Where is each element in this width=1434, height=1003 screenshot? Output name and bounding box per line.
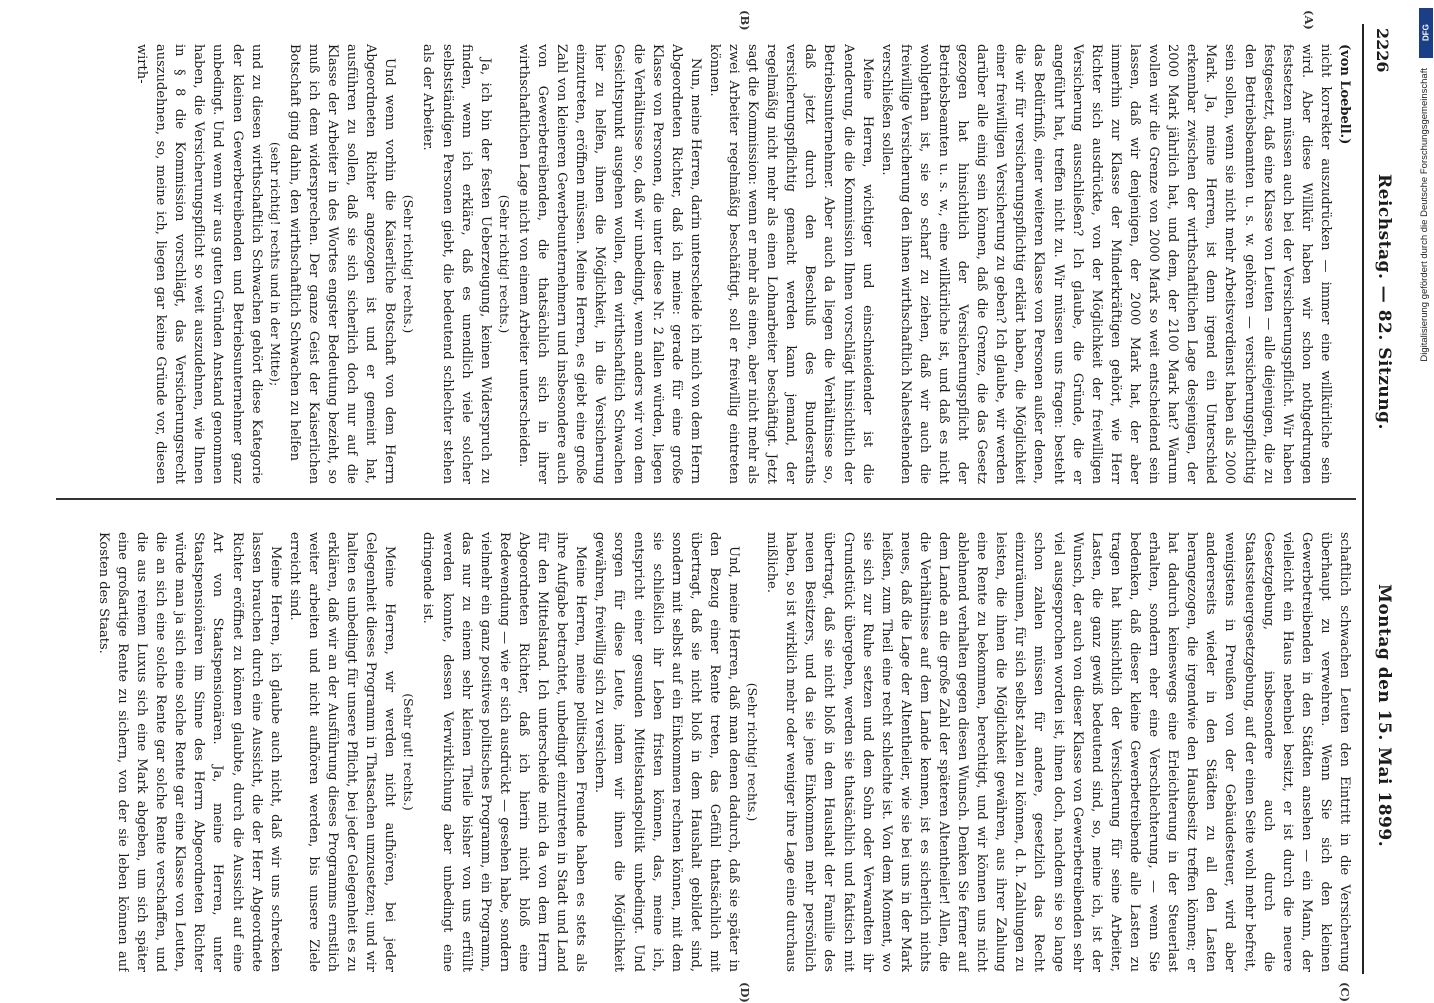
margin-marker-c: (C): [1338, 982, 1352, 1003]
right-column: [54, 532, 1354, 972]
margin-marker-a: (A): [1302, 10, 1316, 30]
paragraph: Ja, ich bin der festen Ueberzeugung, keinen Widerspruch zu finden, wenn ich erkläre, daß es unendlich viele solcher selbstständigen Personen giebt, die bedeutend schlechter stehen als der Arbeiter.: [420, 44, 493, 484]
paragraph: nicht korrekter auszudrücken — immer eine willkürliche sein wird. Aber diese Willkür haben wir schon nothgedrungen festsetzen müssen auch bei der Versicherungspflicht. Wir haben festgesetzt, daß eine Klasse von Leuten — alle diejenigen, die zu den Betriebsbeamten u. s. w. gehören — versicherungspflichtig sein sollen, wenn sie nicht mehr Arbeitsverdienst haben als 2000 Mark. Ja, meine Herren, ist denn irgend ein Unterschied erkennbar zwischen der wirthschaftlichen Lage desjenigen, der 2000 Mark jährlich hat, und dem, der 2100 Mark hat? Warum wollen wir die Grenze von 2000 Mark so weit entscheidend sein lassen, daß wir denjenigen, der 2000 Mark hat, der aber immerhin zur Klasse der Minderkräftigen gehört, wie Herr Richter sich ausdrückte, von der Möglichkeit der freiwilligen Versicherung ausschließen? Ich glaube, die Gründe, die er angeführt hat, treffen nicht zu. Wir müssen uns fragen: besteht das Bedürfniß, einer weiteren Klasse von Personen außer denen, die wir für versicherungspflichtig erklärt haben, die Möglichkeit einer freiwilligen Versicherung zu geben? Ich glaube, wir werden darüber alle einig sein können, daß die Grenze, die das Gesetz gezogen hat hinsichtlich der Versicherungspflicht der Betriebsbeamten u. s. w., eine willkürliche ist, und daß es nicht wohlgethan ist, sie so scharf zu ziehen, daß wir auch die freiwillige Versicherung den ihnen wirthschaftlich Nahestehenden verschließen sollen.: [878, 44, 1333, 484]
session-date: Montag den 15. Mai 1899.: [1374, 584, 1394, 848]
reaction: (Sehr richtig! rechts.): [401, 194, 417, 334]
session-title: Reichstag. — 82. Sitzung.: [1374, 174, 1394, 430]
digitization-credit: Digitalisierung gefördert durch die Deutsche Forschungsgemeinschaft: [1419, 68, 1430, 362]
speaker-name: (von Loebell.): [1337, 44, 1352, 145]
margin-marker-d: (D): [738, 982, 752, 1003]
paragraph: Meine Herren, wir werden nicht aufhören, bei jeder Gelegenheit dieses Programm in Thatsachen umzusetzen; und wir halten es unbedingt für unsere Pflicht, bei jeder Gelegenheit es zu erklären, daß wir an der Ausführung dieses Programms ernstlich weiter arbeiten und nicht aufhören werden, bis unsere Ziele erreicht sind.: [286, 532, 398, 972]
column-divider: [56, 498, 1356, 500]
paragraph: Nun, meine Herren, darin unterscheide ich mich von dem Herrn Abgeordneten Richter, daß ich meine: gerade für eine große Klasse von Personen, die unter diese Nr. 2 fallen würden, liegen die Verhältnisse so, daß wir unbedingt, wenn anders wir von dem Gesichtspunkt ausgehen wollen, den wirthschaftlich Schwachen hier zu helfen, ihnen die Möglichkeit, in die Versicherung einzutreten, eröffnen müssen. Meine Herren, es giebt eine große Zahl von kleineren Gewerbeunternehmern und insbesondere auch von Gewerbetreibenden, die thatsächlich sich in ihrer wirthschaftlichen Lage nicht von einem Arbeiter unterscheiden.: [515, 44, 703, 484]
paragraph: Und, meine Herren, daß man denen dadurch, daß sie später in den Bezug einer Rente treten, das Gefühl thatsächlich mit übertragt, daß sie nicht bloß in dem Haushalt gebildet sind, sondern mit selbst auf ein Einkommen rechnen können, mit dem sie schließlich ihr Leben fristen können, das, meine ich, entspricht einer gesunden Mittelstandspolitik unbedingt. Und sorgen für diese Leute, indem wir ihnen die Möglichkeit gewähren, freiwillig sich zu versichern.: [592, 532, 741, 972]
page-header: [1364, 24, 1398, 974]
digitization-stamp: [1418, 8, 1434, 992]
margin-marker-b: (B): [738, 10, 752, 31]
paragraph: Meine Herren, meine politischen Freunde haben es stets als ihre Aufgabe betrachtet, unbedingt einzutreten in Stadt und Land für den Mittelstand. Ich unterscheide mich da von dem Herrn Abgeordneten Richter, daß ich hierin nicht bloß eine Redewendung — wie er sich ausdrückt — gesehen habe, sondern vielmehr ein ganz positives politisches Programm, ein Programm, das nur zu einem sehr kleinen Theile bisher von uns erfüllt werden konnte, dessen Verwirklichung aber unbedingt eine dringende ist.: [420, 532, 589, 972]
dfg-logo: DFG: [1419, 8, 1433, 58]
reaction: (Sehr richtig! rechts.): [745, 682, 761, 822]
paragraph: Und wenn vorhin die Kaiserliche Botschaft von dem Herrn Abgeordneten Richter angezogen ist und er gemeint hat, ausführen zu sollen, daß sie sich sicherlich doch nur auf die Klasse der Arbeiter in des Wortes engster Bedeutung bezieht, so muß ich dem widersprechen. Der ganze Geist der Kaiserlichen Botschaft ging dahin, den wirthschaftlich Schwachen zu helfen: [286, 44, 398, 484]
left-column: [54, 44, 1354, 484]
header-rule: [1362, 24, 1364, 974]
paragraph: Meine Herren, wichtiger und einschneidender ist die Aenderung, die die Kommission Ihnen vorschlägt hinsichtlich der Betriebsunternehmer. Aber auch da liegen die Verhältnisse so, daß jetzt durch den Beschluß des Bundesraths versicherungspflichtig gemacht werden kann jemand, der regelmäßig nicht mehr als einen Lohnarbeiter beschäftigt. Jetzt sagt die Kommission: wenn er mehr als einen, aber nicht mehr als zwei Arbeiter regelmäßig beschäftigt, soll er freiwillig eintreten können.: [706, 44, 875, 484]
reaction: (Sehr gut! rechts.): [401, 693, 417, 811]
page-number: 2226: [1373, 28, 1392, 73]
reaction: (Sehr richtig! rechts.): [496, 194, 512, 334]
reaction: (sehr richtig! rechts und in der Mitte);: [267, 141, 283, 387]
paragraph: Meine Herren, ich glaube auch nicht, daß wir uns schrecken lassen brauchen durch eine Aussicht, die der Herr Abgeordnete Richter eröffnet zu können glaubte, durch die Aussicht auf eine Art von Staatspensionären. Ja, meine Herren, unter Staatspensionären im Sinne des Herrn Abgeordneten Richter würde man ja sich eine solche Rente gar eine Klasse von Leuten, die an sich eine solche Rente gar solche Rente verschaffen, und die aus reinem Luxus sich eine Mark abgeben, um sich später eine großartige Rente zu sichern, von der sie leben können auf Kosten des Staats.: [95, 532, 283, 972]
paragraph: und zu diesen wirthschaftlich Schwachen gehört diese Kategorie der kleinen Gewerbetreibenden und Betriebsunternehmer ganz unbedingt. Und wenn wir aus guten Gründen Anstand genommen haben, die Versicherungspflicht so weit auszudehnen, wie Ihnen in § 8 die Kommission vorschlägt, das Versicherungsrecht auszudehnen, so, meine ich, liegen gar keine Gründe vor, diesen wirth-: [134, 44, 264, 484]
paragraph: schaftlich schwachen Leuten den Eintritt in die Versicherung überhaupt zu verwehren. Wenn Sie sich den kleinen Gewerbetreibenden in den Städten ansehen — ein Mann, der vielleicht ein Haus nebenbei besitzt, er ist durch die neuere Gesetzgebung, insbesondere auch durch die Staatssteuergesetzgebung, auf der einen Seite wohl mehr befreit, wenigstens in Preußen von der Gebäudesteuer, wird aber andererseits wieder in den Städten zu all den Lasten herangezogen, die irgendwie den Hausbesitz treffen können; er hat dadurch keineswegs eine Erleichterung in der Steuerlast erhalten, sondern eher eine Verschlechterung, — wenn Sie bedenken, daß dieser kleine Gewerbetreibende alle Lasten zu tragen hat hinsichtlich der Versicherung für seine Arbeiter, Lasten, die ganz gewiß bedeutend sind, so, meine ich, ist der Wunsch, der auch von dieser Klasse von Gewerbetreibenden sehr viel ausgesprochen worden ist, ihnen doch, nachdem sie so lange schon zahlen müssen für andere, gesetzlich das Recht einzuräumen, für sich selbst zahlen zu können, d. h. Zahlungen zu leisten, die ihnen die Möglichkeit gewähren, aus ihrer Zahlung eine Rente zu bekommen, berechtigt, und wir können uns nicht ablehnend verhalten gegen diesen Wunsch. Denken Sie ferner auf dem Lande an die große Zahl der späteren Altentheiler! Allen, die die Verhältnisse auf dem Lande kennen, ist es sicherlich nichts neues, daß die Lage der Altentheiler, wie sie bei uns in der Mark heißen, zum Theil eine recht schlechte ist. Von dem Moment, wo sie sich zur Ruhe setzen und dem Sohn oder Verwandten ihr Grundstück übergeben, werden sie thatsächlich und faktisch mit übertragt, daß sie nicht bloß in dem Haushalt der Familie des neuen Besitzers, und da sie jene Einkommen mehr persönlich haben, so ist wirklich mehr oder weniger ihre Lage eine durchaus mißliche.: [764, 532, 1352, 972]
